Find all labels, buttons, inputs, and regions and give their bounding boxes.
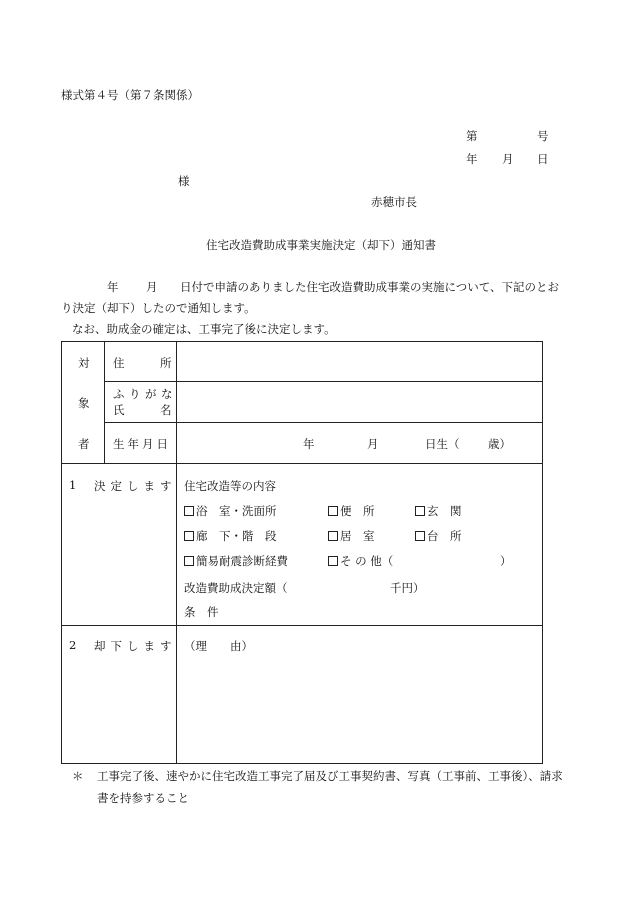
- document-title: 住宅改造費助成事業実施決定（却下）通知書: [206, 238, 436, 252]
- checkbox-icon[interactable]: [184, 556, 194, 566]
- note-line2: 書を持参すること: [97, 791, 189, 805]
- doc-number-suffix: 号: [537, 129, 549, 143]
- reject-label: 却下します: [94, 639, 177, 653]
- address-value-cell[interactable]: [177, 342, 543, 382]
- subject-char-3: 者: [78, 437, 90, 451]
- birth-label-cell: [105, 423, 177, 464]
- reject-label-cell: [62, 626, 177, 764]
- body-line2: り決定（却下）したので通知します。: [61, 301, 256, 315]
- name-value-cell[interactable]: [177, 382, 543, 423]
- reject-number: 2: [69, 638, 77, 652]
- checkbox-icon[interactable]: [184, 531, 194, 541]
- name-label-1: 氏: [113, 403, 125, 417]
- checkbox-icon[interactable]: [415, 506, 425, 516]
- form-number: 様式第４号（第７条関係）: [61, 88, 199, 102]
- subject-char-1: 対: [78, 356, 90, 370]
- reject-reason-cell[interactable]: [177, 626, 543, 764]
- option-hallway[interactable]: 廊 下・階 段: [184, 528, 277, 544]
- option-bath[interactable]: 浴 室・洗面所: [184, 503, 277, 519]
- body-month: 月: [146, 280, 158, 294]
- addressee-suffix: 様: [178, 174, 190, 188]
- birth-month: 月: [367, 437, 379, 451]
- checkbox-icon[interactable]: [328, 531, 338, 541]
- checkbox-icon[interactable]: [184, 506, 194, 516]
- doc-number-prefix: 第: [466, 129, 478, 143]
- option-seismic[interactable]: 簡易耐震診断経費: [184, 553, 288, 569]
- body-year: 年: [107, 280, 119, 294]
- date-year: 年: [466, 152, 478, 166]
- address-label-cell: [105, 342, 177, 382]
- option-toilet[interactable]: 便 所: [328, 503, 375, 519]
- issuer: 赤穂市長: [371, 195, 417, 209]
- amount-label: 改造費助成決定額（: [184, 581, 288, 595]
- note-mark: ＊: [72, 769, 84, 783]
- body-line1: 日付で申請のありました住宅改造費助成事業の実施について、下記のとお: [180, 280, 560, 294]
- decide-content-cell: [177, 464, 543, 626]
- decide-number: 1: [69, 478, 77, 492]
- name-label-2: 名: [160, 403, 172, 417]
- option-entrance[interactable]: 玄 関: [415, 503, 462, 519]
- checkbox-icon[interactable]: [415, 531, 425, 541]
- application-table: [61, 341, 543, 764]
- birth-label: 生年月日: [113, 437, 171, 451]
- name-label-cell: [105, 382, 177, 423]
- option-kitchen[interactable]: 台 所: [415, 528, 462, 544]
- date-month: 月: [502, 152, 514, 166]
- birth-age: 歳）: [488, 437, 511, 451]
- decide-label: 決定します: [94, 479, 177, 493]
- checkbox-icon[interactable]: [328, 556, 338, 566]
- subject-char-2: 象: [78, 396, 90, 410]
- date-day: 日: [537, 152, 549, 166]
- decide-label-cell: [62, 464, 177, 626]
- option-other-close: ）: [500, 554, 512, 568]
- reason-label: （理 由）: [184, 639, 253, 653]
- birth-value-cell[interactable]: [177, 423, 543, 464]
- birth-day: 日生（: [425, 437, 460, 451]
- option-other[interactable]: そ の 他（: [328, 553, 393, 569]
- amount-unit: 千円）: [390, 581, 425, 595]
- address-label-1: 住: [113, 356, 125, 370]
- note-line1: 工事完了後、速やかに住宅改造工事完了届及び工事契約書、写真（工事前、工事後）、請求: [97, 769, 563, 783]
- birth-year: 年: [303, 437, 315, 451]
- option-living[interactable]: 居 室: [328, 528, 375, 544]
- address-label-2: 所: [160, 356, 172, 370]
- condition-label: 条 件: [184, 605, 219, 619]
- furigana-label: ふりがな: [113, 387, 177, 401]
- body-line3: なお、助成金の確定は、工事完了後に決定します。: [72, 322, 336, 336]
- checkbox-icon[interactable]: [328, 506, 338, 516]
- subject-label-cell: [62, 342, 105, 464]
- content-title: 住宅改造等の内容: [184, 479, 276, 493]
